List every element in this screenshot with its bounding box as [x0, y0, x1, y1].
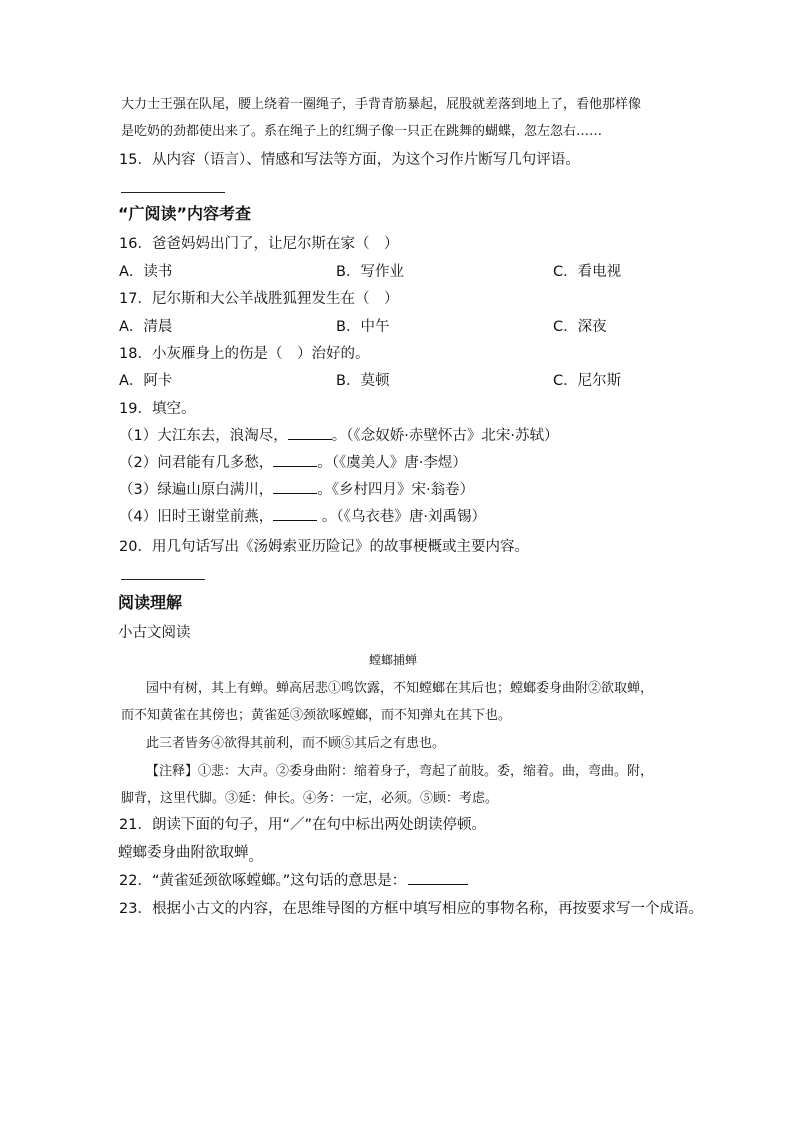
classical-p2: 此三者皆务④欲得其前利，而不顾⑤其后之有患也。: [146, 736, 446, 751]
fill-item-pre: 绿遍山原白满川，: [157, 482, 274, 498]
question-21-sentence[interactable]: [118, 845, 263, 865]
section-heading-reading: 阅读理解: [118, 593, 183, 612]
fill-item-post: 。《乡村四月》宋·翁卷）: [317, 482, 475, 498]
sentence-end-mark: 。: [248, 849, 263, 865]
option-16-b[interactable]: B．写作业: [336, 264, 404, 280]
option-17-b[interactable]: B．中午: [336, 319, 390, 335]
question-19: 19．填空。: [119, 401, 196, 417]
fill-item-4: [119, 510, 486, 525]
fill-blank-3[interactable]: [273, 493, 317, 494]
fill-item-3: [119, 483, 474, 498]
classical-title: 螳螂捕蝉: [369, 653, 418, 667]
option-18-c[interactable]: C．尼尔斯: [553, 373, 622, 389]
fill-item-post: 。（《乌衣巷》唐·刘禹锡）: [321, 509, 486, 525]
fill-blank-1[interactable]: [288, 439, 332, 440]
fill-item-pre: 问君能有几多愁，: [157, 455, 274, 471]
question-16: 16．爸爸妈妈出门了，让尼尔斯在家（ ）: [119, 236, 399, 252]
fill-item-pre: 旧时王谢堂前燕，: [157, 509, 274, 525]
question-15: 15．从内容（语言）、情感和写法等方面，为这个习作片断写几句评语。: [119, 152, 580, 168]
answer-blank-22[interactable]: [408, 884, 468, 885]
passage-line-2: 是吃奶的劲都使出来了。系在绳子上的红绸子像一只正在跳舞的蝴蝶，忽左忽右……: [121, 124, 603, 139]
fill-item-post: 。（《虞美人》唐·李煜）: [317, 455, 467, 471]
option-18-a[interactable]: A．阿卡: [119, 373, 173, 389]
option-16-a[interactable]: A．读书: [119, 264, 173, 280]
classical-p1-line-2: 而不知黄雀在其傍也；黄雀延③颈欲啄螳螂，而不知弹丸在其下也。: [121, 708, 512, 723]
fill-item-post: 。（《念奴娇·赤壁怀古》北宋·苏轼）: [331, 428, 559, 444]
option-16-c[interactable]: C．看电视: [553, 264, 622, 280]
option-18-b[interactable]: B．莫顿: [336, 373, 390, 389]
fill-item-num: （1）: [119, 428, 158, 444]
fill-item-num: （4）: [119, 509, 158, 525]
classical-note-line-2: 脚背，这里代脚。③延：伸长。④务：一定，必须。⑤顾：考虑。: [121, 791, 499, 806]
answer-line-15[interactable]: [121, 192, 225, 193]
question-23: 23．根据小古文的内容，在思维导图的方框中填写相应的事物名称，再按要求写一个成语。: [119, 901, 703, 917]
fill-item-2: [119, 456, 467, 471]
passage-line-1: 大力士王强在队尾，腰上绕着一圈绳子，手背青筋暴起，屁股就差落到地上了，看他那样像: [121, 97, 642, 112]
question-20: 20．用几句话写出《汤姆索亚历险记》的故事梗概或主要内容。: [119, 539, 529, 555]
sentence-text: 螳螂委身曲附欲取蝉: [118, 845, 249, 861]
fill-item-1: [119, 429, 558, 444]
question-17: 17．尼尔斯和大公羊战胜狐狸发生在（ ）: [119, 291, 399, 307]
answer-line-20[interactable]: [121, 579, 205, 580]
question-22: [119, 874, 468, 889]
subsection-heading: 小古文阅读: [118, 625, 191, 641]
question-21: 21．朗读下面的句子，用“／”在句中标出两处朗读停顿。: [119, 817, 486, 833]
section-heading-guangyuedu: “广阅读”内容考查: [118, 204, 252, 223]
fill-item-num: （2）: [119, 455, 158, 471]
classical-note-line-1: 【注释】①悲：大声。②委身曲附：缩着身子，弯起了前肢。委，缩着。曲，弯曲。附，: [146, 764, 654, 779]
fill-blank-4[interactable]: [273, 520, 317, 521]
fill-item-num: （3）: [119, 482, 158, 498]
fill-blank-2[interactable]: [273, 466, 317, 467]
fill-item-pre: 大江东去，浪淘尽，: [157, 428, 288, 444]
classical-p1-line-1: 园中有树，其上有蝉。蝉高居悲①鸣饮露，不知螳螂在其后也；螳螂委身曲附②欲取蝉，: [146, 681, 654, 696]
question-18: 18．小灰雁身上的伤是（ ）治好的。: [119, 346, 370, 362]
option-17-c[interactable]: C．深夜: [553, 319, 607, 335]
question-22-text: 22．“黄雀延颈欲啄螳螂。”这句话的意思是：: [119, 873, 407, 889]
option-17-a[interactable]: A．清晨: [119, 319, 173, 335]
